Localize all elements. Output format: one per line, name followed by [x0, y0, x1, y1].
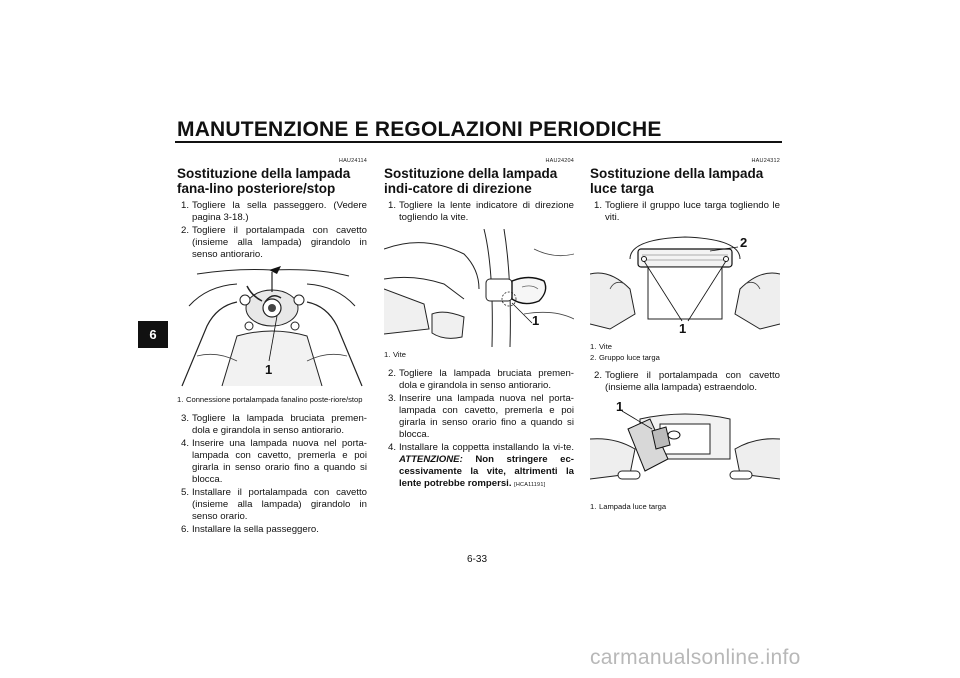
step-item: 2. Togliere il portalampada con cavetto (insieme alla lampada) girandolo in senso antiorario.: [181, 225, 367, 260]
figure-turn-signal: [384, 229, 574, 347]
plate-bulb-illustration: [590, 399, 780, 499]
step-item: 6. Installare la sella passeggero.: [181, 523, 319, 535]
section-code: HAU24312: [751, 158, 780, 164]
figure-tail-lamp: [177, 266, 367, 392]
section-title: Sostituzione della lampada luce targa: [590, 166, 764, 196]
step-item: 2. Togliere il portalampada con cavetto (insieme alla lampada) estraendolo.: [594, 370, 780, 393]
figure-caption: 2. Gruppo luce targa: [590, 352, 660, 362]
figure-caption: 1. Vite: [590, 342, 612, 351]
watermark[interactable]: carmanualsonline.info: [590, 646, 801, 669]
section-turn-signal-lamp: [384, 158, 574, 492]
section-title: Sostituzione della lampada indi-catore di direzione: [384, 166, 558, 196]
steps-list: [590, 200, 780, 224]
section-title: Sostituzione della lampada fana-lino posteriore/stop: [177, 166, 351, 196]
warning-code: [HCA11191]: [514, 481, 546, 488]
page-title: MANUTENZIONE E REGOLAZIONI PERIODICHE: [177, 118, 662, 141]
attention-label: ATTENZIONE:: [399, 453, 463, 465]
figure-callout: 1: [532, 313, 540, 328]
step-item: 3. Togliere la lampada bruciata premen-dola e girandola in senso antiorario.: [181, 412, 367, 436]
step-item: 4. Installare la coppetta installando la vi-te. ATTENZIONE: Non stringere ec-cessivamente la vite, altrimenti la lente potrebbe rompersi. [HCA11191]: [388, 441, 574, 489]
section-tail-stop-lamp: [177, 158, 367, 537]
chapter-tab: 6: [138, 321, 168, 348]
figure-callout: 1: [679, 321, 687, 336]
step-item: 5. Installare il portalampada con cavetto (insieme alla lampada) girandolo in senso orario.: [181, 486, 367, 522]
step-item: 1. Togliere la lente indicatore di direzione togliendo la vite.: [388, 200, 574, 223]
steps-list: [384, 200, 574, 224]
steps-list: [177, 200, 367, 261]
steps-list: [384, 368, 574, 491]
step-item: 2. Togliere la lampada bruciata premen-dola e girandola in senso antiorario.: [388, 367, 574, 391]
step-item: 3. Inserire una lampada nuova nel porta-lampada con cavetto, premerla e poi girarla in senso orario fino a quando si blocca.: [388, 392, 574, 440]
section-code: HAU24204: [545, 158, 574, 164]
steps-list: [590, 370, 780, 394]
section-license-plate-lamp: [590, 158, 780, 520]
figure-caption: 1. Connessione portalampada fanalino poste-riore/stop: [177, 395, 363, 404]
step-item: 1. Togliere il gruppo luce targa togliendo le viti.: [594, 200, 780, 223]
page-number: 6-33: [467, 554, 488, 565]
turn-signal-illustration: [384, 229, 574, 347]
figure-caption: 1. Lampada luce targa: [590, 502, 667, 511]
figure-callout: 2: [740, 235, 748, 250]
figure-license-plate-bulb: [590, 399, 780, 499]
figure-callout: 1: [265, 362, 273, 377]
figure-license-plate-assembly: [590, 229, 780, 339]
steps-list: [177, 413, 367, 536]
section-code: HAU24114: [338, 158, 367, 164]
step-item: 1. Togliere la sella passeggero. (Vedere pagina 3-18.): [181, 200, 367, 223]
title-divider: [175, 141, 782, 143]
step-item: 4. Inserire una lampada nuova nel porta-lampada con cavetto, premerla e poi girarla in senso orario fino a quando si blocca.: [181, 437, 367, 485]
figure-callout: 1: [616, 399, 624, 414]
figure-caption: 1. Vite: [384, 350, 406, 359]
warning-text: Non stringere ec-cessivamente la vite, altrimenti la lente potrebbe rompersi.: [399, 453, 574, 489]
